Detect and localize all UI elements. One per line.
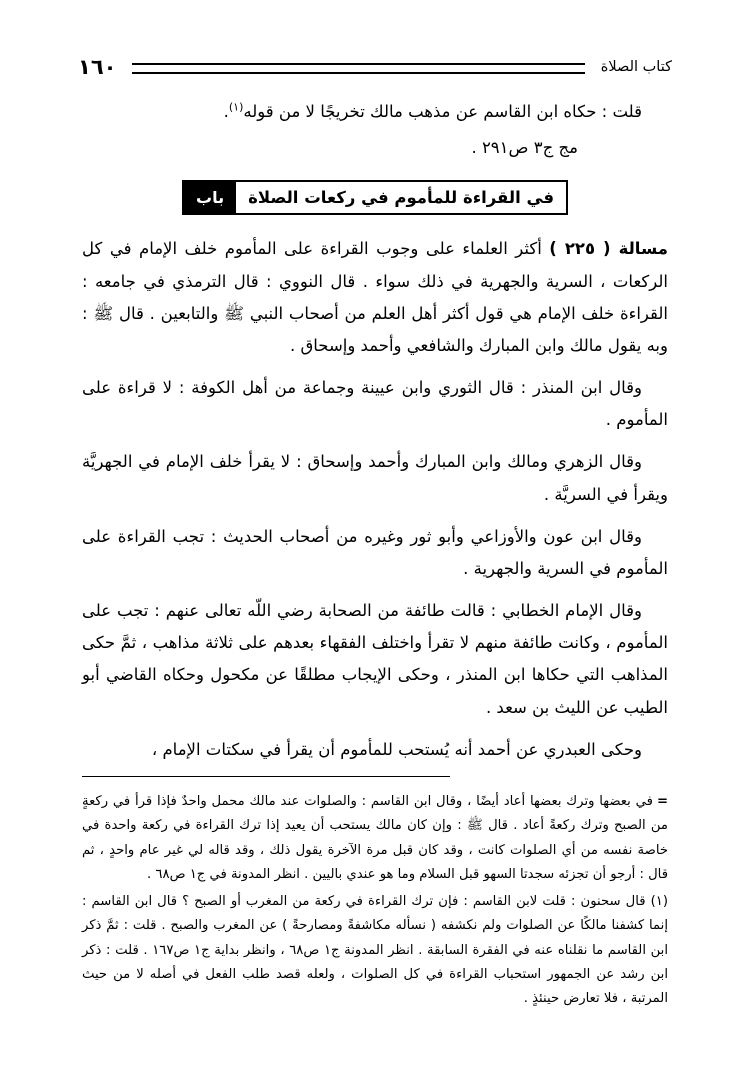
opening-statement (82, 96, 668, 128)
opening-statement-period: . (223, 102, 229, 121)
footnote-area (82, 790, 668, 1014)
paragraph-alkhattabi: وقال الإمام الخطابي : قالت طائفة من الصحابة رضي اللّه تعالى عنهم : تجب على المأموم ، وكانت طائفة منهم لا تقرأ واختلف الفقهاء بعدهم على ثلاثة مذاهب ، ثمَّ حكى المذاهب التي حكاها ابن المنذر ، وحكى الإيجاب مطلقًا عن مكحول وحكاه القاضي أبو الطيب عن الليث بن سعد . (82, 601, 668, 717)
page-body (82, 96, 668, 776)
paragraph-masala-225 (82, 233, 668, 362)
footnote-continued-text: في بعضها وترك بعضها أعاد أيضًا ، وقال ابن القاسم : والصلوات عند مالك محمل واحدٌ فإذا قرأ في ركعةٍ من الصبح وترك ركعةً أعاد . قال ﷺ : وإن كان مالك يستحب أن يعيد إذا ترك القراءة في ركعة واحدة في خاصة نفسه من أي الصلوات كانت ، وقد كان قبل مرة الآخرة يقول ذلك ، وقد قاله لي غير عام واحدٍ ، ثم قال : أرجو أن تجزئه سجدتا السهو قبل السلام وما هو عندي باليين . انظر المدونة في ج١ ص٦٨ . (82, 794, 668, 883)
footnote-marker-1: (١) (228, 100, 244, 114)
chapter-heading-box (182, 180, 568, 215)
chapter-heading (82, 180, 668, 215)
footnote-continued (82, 790, 668, 888)
page-number: ١٦٠ (78, 55, 117, 79)
chapter-tag-label: باب (184, 182, 236, 213)
running-book-title: كتاب الصلاة (600, 59, 672, 76)
footnote-continuation-marker: = (656, 794, 668, 809)
source-reference: مج ج٣ ص٢٩١ . (471, 138, 578, 158)
paragraph-ibn-almundhir: وقال ابن المنذر : قال الثوري وابن عيينة وجماعة من أهل الكوفة : لا قراءة على المأموم . (82, 378, 668, 430)
footnote-separator (82, 776, 450, 777)
masala-number-label: مسالة ( ٢٢٥ ) (549, 239, 668, 259)
footnote-1-marker: (١) (650, 893, 668, 909)
opening-statement-text: قلت : حكاه ابن القاسم عن مذهب مالك تخريجًا لا من قوله (243, 102, 642, 121)
paragraph-ibn-awn: وقال ابن عون والأوزاعي وأبو ثور وغيره من أصحاب الحديث : تجب القراءة على المأموم في السرية والجهرية . (82, 526, 668, 578)
chapter-title: في القراءة للمأموم في ركعات الصلاة (248, 187, 555, 207)
footnote-1-text: قال سحنون : قلت لابن القاسم : فإن ترك القراءة في ركعة من المغرب أو الصبح ؟ قال ابن القاسم : إنما كشفنا مالكًا عن الصلوات ولم نكشفه ( نسأله مكاشفةً ومصارحةً ) عن المغرب والصبح . قلت : ثمَّ ذكر ابن القاسم ما نقلناه عنه في الفقرة السابقة . انظر المدونة ج١ ص٦٨ ، وانظر بداية ج١ ص١٦٧ . قلت : ذكر ابن رشد عن الجمهور استحباب القراءة في كل الصلوات ، ولعله قصد طلب الفعل في أصله لا من حيث المرتبة ، فلا تعارض حينئذٍ . (82, 893, 668, 1007)
header-divider-rule (132, 63, 584, 74)
paragraph-alzuhri: وقال الزهري ومالك وابن المبارك وأحمد وإسحاق : لا يقرأ خلف الإمام في الجهريَّة ويقرأ في السريَّة . (82, 452, 668, 504)
paragraph-alabdari: وحكى العبدري عن أحمد أنه يُستحب للمأموم أن يقرأ في سكتات الإمام ، (151, 739, 642, 759)
page-header (78, 52, 672, 86)
footnote-1 (82, 890, 668, 1012)
masala-225-text: أكثر العلماء على وجوب القراءة على المأموم خلف الإمام في كل الركعات ، السرية والجهرية في ذلك سواء . قال النووي : قال الترمذي في جامعه : القراءة خلف الإمام هي قول أكثر أهل العلم من أصحاب النبي ﷺ والتابعين . قال ﷺ : وبه يقول مالك وابن المبارك والشافعي وأحمد وإسحاق . (82, 239, 668, 355)
